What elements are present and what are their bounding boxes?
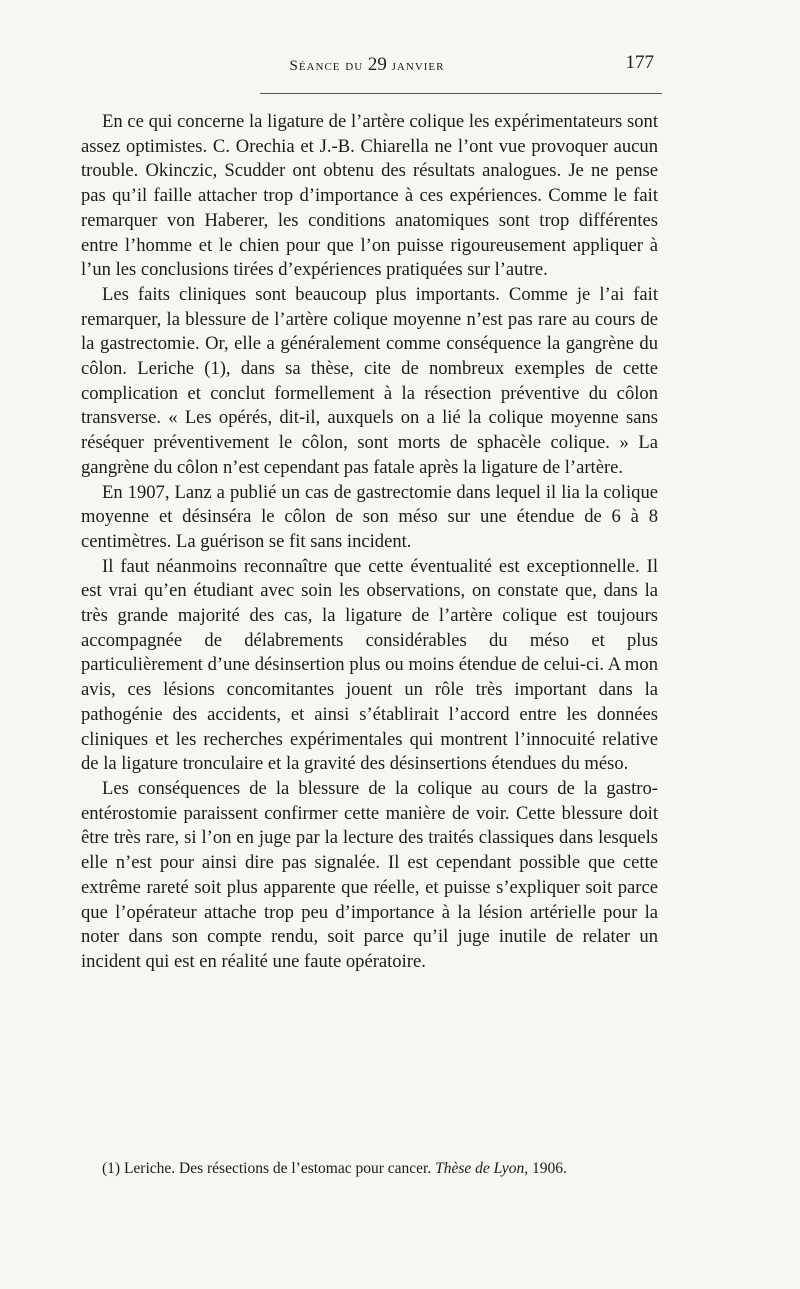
footnote-italic: Thèse de Lyon [435,1160,525,1177]
page-header [80,50,654,80]
header-rule [260,93,662,94]
paragraph-3: En 1907, Lanz a publié un cas de gastrectomie dans lequel il lia la colique moyenne et désinséra le côlon de son méso sur une étendue de 6 à 8 centimètres. La guérison se fit sans incident. [81,481,658,552]
footnote [81,1159,658,1179]
footnote-text: (1) Leriche. Des résections de l’estomac pour cancer. [102,1160,436,1177]
running-head-before: Séance du [289,58,368,74]
paragraph-1: En ce qui concerne la ligature de l’artère colique les expérimentateurs sont assez optimistes. C. Orechia et J.-B. Chiarella ne l’ont vue provoquer aucun trouble. Okinczic, Scudder ont obtenu des résultats analogues. Je ne pense pas qu’il faille attacher trop d’importance à ces expériences. Comme le fait remarquer von Haberer, les conditions anatomiques sont trop différentes entre l’homme et le chien pour que l’on puisse rigoureusement appliquer à l’un les conclusions tirées d’expériences pratiquées sur l’autre. [81,111,658,281]
paragraph-2: Les faits cliniques sont beaucoup plus importants. Comme je l’ai fait remarquer, la blessure de l’artère colique moyenne n’est pas rare au cours de la gastrectomie. Or, elle a généralement comme conséquence la gangrène du côlon. Leriche (1), dans sa thèse, cite de nombreux exemples de cette complication et conclut formellement à la résection préventive du côlon transverse. « Les opérés, dit-il, auxquels on a lié la colique moyenne sans réséquer préventivement le côlon, sont morts de sphacèle colique. » La gangrène du côlon n’est cependant pas fatale après la ligature de l’artère. [81,283,658,478]
running-head-day: 29 [367,54,387,75]
running-head-after: janvier [386,58,445,74]
paragraph-4: Il faut néanmoins reconnaître que cette éventualité est exceptionnelle. Il est vrai qu’en étudiant avec soin les observations, on constate que, dans la très grande majorité des cas, la ligature de l’artère colique est toujours accompagnée de délabrements considérables du méso et plus particulièrement d’une désinsertion plus ou moins étendue de celui-ci. A mon avis, ces lésions concomitantes jouent un rôle très important dans la pathogénie des accidents, et ainsi s’établirait l’accord entre les données cliniques et les recherches expérimentales qui montrent l’innocuité relative de la ligature tronculaire et la gravité des désinsertions étendues du méso. [81,555,658,775]
running-head [80,54,654,76]
footnote-end: , 1906. [524,1160,567,1177]
paragraph-5: Les conséquences de la blessure de la colique au cours de la gastro-entérostomie paraissent confirmer cette manière de voir. Cette blessure doit être très rare, si l’on en juge par la lecture des traités classiques dans lesquels elle n’est pour ainsi dire pas signalée. Il est cependant possible que cette extrême rareté soit plus apparente que réelle, et puisse s’expliquer soit parce que l’opérateur attache trop peu d’importance à la lésion artérielle pour la noter dans son compte rendu, soit parce qu’il juge inutile de relater un incident qui est en réalité une faute opératoire. [81,777,658,972]
page-number: 177 [625,52,654,73]
body-text [81,110,658,975]
